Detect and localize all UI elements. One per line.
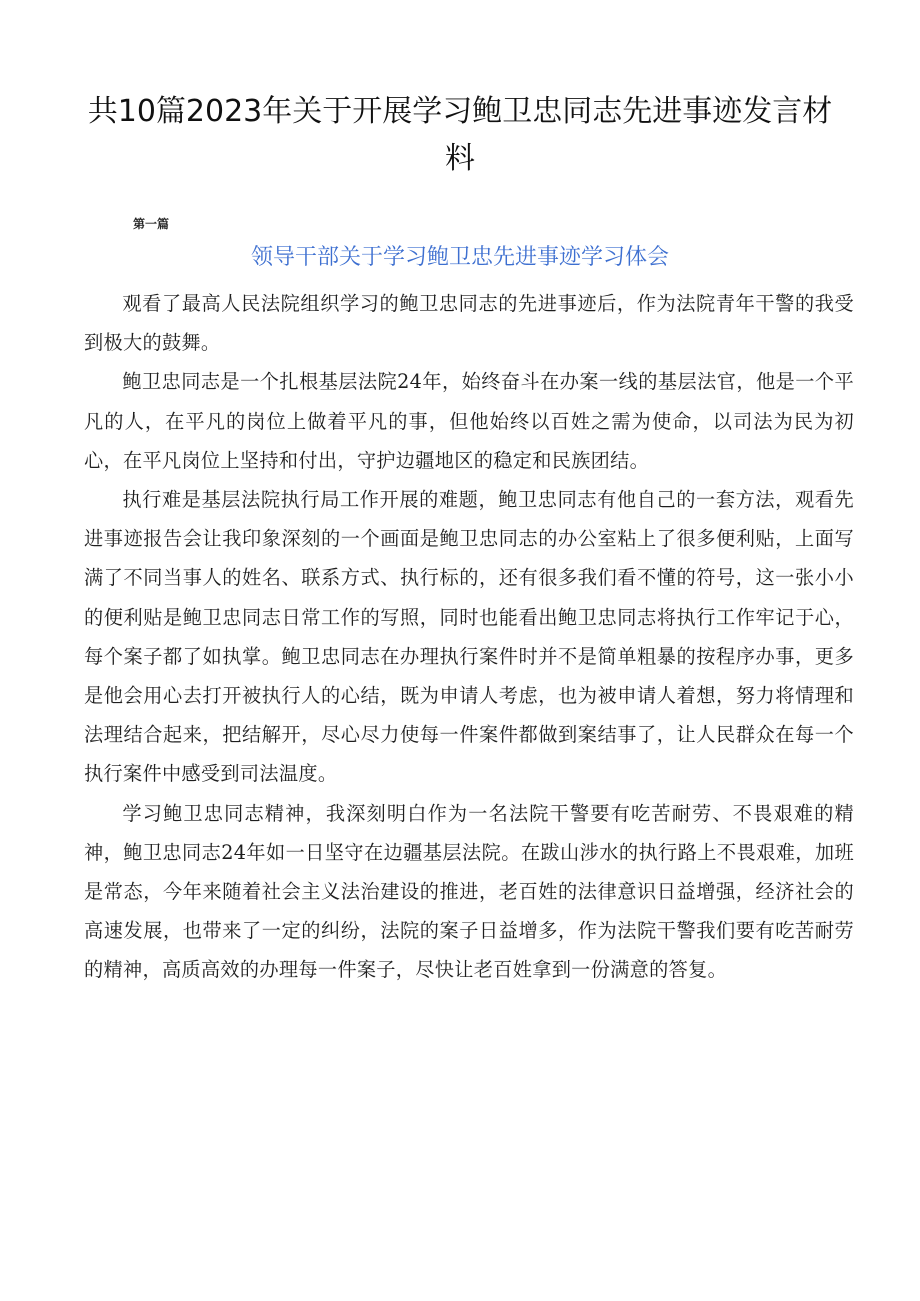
article-body xyxy=(84,284,854,990)
paragraph: 执行难是基层法院执行局工作开展的难题，鲍卫忠同志有他自己的一套方法，观看先进事迹报告会让我印象深刻的一个画面是鲍卫忠同志的办公室粘上了很多便利贴，上面写满了不同当事人的姓名、联系方式、执行标的，还有很多我们看不懂的符号，这一张小小的便利贴是鲍卫忠同志日常工作的写照，同时也能看出鲍卫忠同志将执行工作牢记于心，每个案子都了如执掌。鲍卫忠同志在办理执行案件时并不是简单粗暴的按程序办事，更多是他会用心去打开被执行人的心结，既为申请人考虑，也为被申请人着想，努力将情理和法理结合起来，把结解开，尽心尽力使每一件案件都做到案结事了，让人民群众在每一个执行案件中感受到司法温度。 xyxy=(84,488,854,786)
section-label: 第一篇 xyxy=(133,217,170,231)
section-heading: 领导干部关于学习鲍卫忠先进事迹学习体会 xyxy=(250,245,669,270)
paragraph: 鲍卫忠同志是一个扎根基层法院24年，始终奋斗在办案一线的基层法官，他是一个平凡的人，在平凡的岗位上做着平凡的事，但他始终以百姓之需为使命，以司法为民为初心，在平凡岗位上坚持和付出，守护边疆地区的稳定和民族团结。 xyxy=(84,370,854,472)
document-title: 共10篇2023年关于开展学习鲍卫忠同志先进事迹发言材料 xyxy=(87,94,833,176)
paragraph: 观看了最高人民法院组织学习的鲍卫忠同志的先进事迹后，作为法院青年干警的我受到极大的鼓舞。 xyxy=(84,292,854,355)
paragraph: 学习鲍卫忠同志精神，我深刻明白作为一名法院干警要有吃苦耐劳、不畏艰难的精神，鲍卫忠同志24年如一日坚守在边疆基层法院。在跋山涉水的执行路上不畏艰难，加班是常态，今年来随着社会主义法治建设的推进，老百姓的法律意识日益增强，经济社会的高速发展，也带来了一定的纠纷，法院的案子日益增多，作为法院干警我们要有吃苦耐劳的精神，高质高效的办理每一件案子，尽快让老百姓拿到一份满意的答复。 xyxy=(84,801,854,982)
